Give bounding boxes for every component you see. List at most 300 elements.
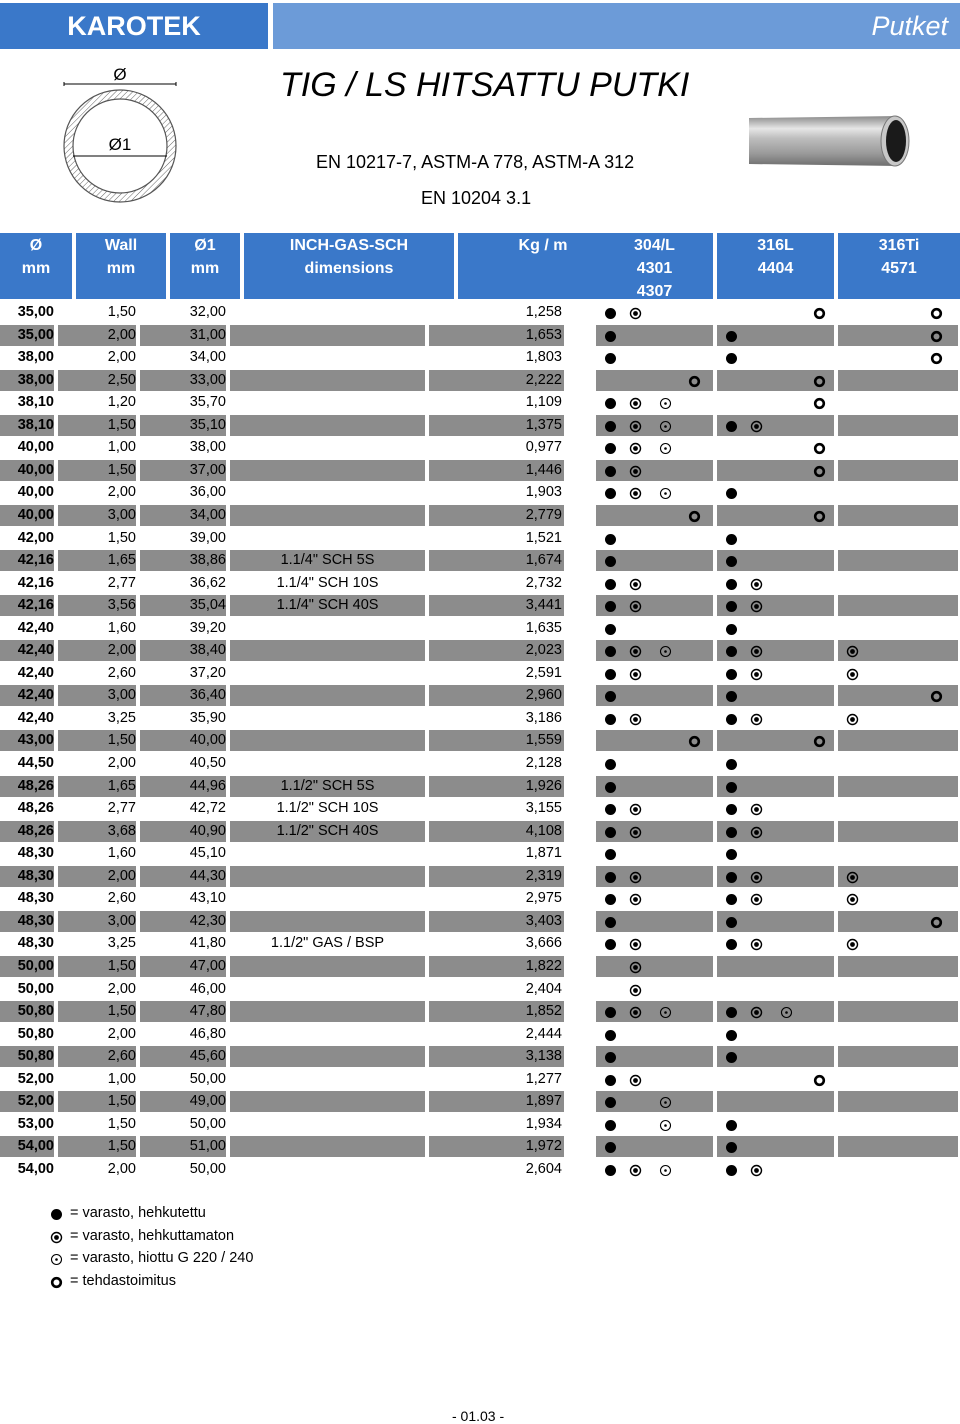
grade-304-cell [596, 956, 713, 977]
unannealed-stock-icon [750, 644, 763, 657]
wall-thickness-cell: 1,50 [58, 1001, 136, 1022]
grade-316l-cell [717, 663, 834, 684]
weight-cell: 1,871 [525, 845, 562, 862]
grade-304-cell [596, 979, 713, 1000]
weight-cell: 3,666 [525, 935, 562, 952]
wall-thickness-cell: 2,00 [107, 980, 136, 997]
col-header-316ti: 316Ti 4571 [838, 233, 960, 299]
factory-delivery-icon [813, 1073, 826, 1086]
annealed-stock-icon [604, 644, 617, 657]
wall-thickness-cell: 2,00 [58, 866, 136, 887]
table-row [0, 1136, 960, 1157]
grade-316ti-cell [838, 933, 958, 954]
wall-thickness-cell: 1,50 [107, 1115, 136, 1132]
unannealed-stock-icon [629, 419, 642, 432]
unannealed-stock-icon [846, 937, 859, 950]
grade-316ti-cell [838, 888, 958, 909]
unannealed-stock-icon [629, 667, 642, 680]
grade-304-cell [596, 347, 713, 368]
annealed-stock-icon [604, 351, 617, 364]
table-row [0, 798, 960, 819]
outer-diameter-cell: 54,00 [0, 1136, 54, 1157]
inch-dimension-cell [230, 1001, 425, 1022]
weight-cell: 2,591 [525, 664, 562, 681]
unannealed-stock-icon [750, 1163, 763, 1176]
outer-diameter-cell: 48,26 [0, 821, 54, 842]
factory-delivery-icon [688, 374, 701, 387]
table-row [0, 843, 960, 864]
weight-cell: 2,222 [429, 370, 564, 391]
weight-cell: 3,403 [429, 911, 564, 932]
annealed-stock-icon [604, 780, 617, 793]
table-row [0, 708, 960, 729]
grade-304-cell [596, 888, 713, 909]
outer-diameter-cell: 48,26 [17, 800, 54, 817]
weight-cell: 2,023 [429, 640, 564, 661]
grade-316l-cell [717, 866, 834, 887]
weight-cell: 1,903 [525, 484, 562, 501]
grade-304-cell [596, 415, 713, 436]
weight-cell: 1,803 [525, 349, 562, 366]
grade-304-cell [596, 663, 713, 684]
col-header-304: 304/L 4301 4307 [596, 233, 713, 299]
weight-cell: 0,977 [525, 439, 562, 456]
weight-cell: 1,972 [429, 1136, 564, 1157]
grade-316ti-cell [838, 347, 958, 368]
table-row [0, 460, 960, 481]
annealed-stock-icon [604, 554, 617, 567]
annealed-stock-icon [604, 937, 617, 950]
grade-316ti-cell [838, 911, 958, 932]
inner-diameter-cell: 39,20 [189, 619, 226, 636]
inch-dimension-cell [230, 640, 425, 661]
grade-304-cell [596, 370, 713, 391]
unannealed-stock-icon [629, 802, 642, 815]
annealed-stock-icon [604, 802, 617, 815]
table-row [0, 776, 960, 797]
annealed-stock-icon [604, 419, 617, 432]
legend-text: = varasto, hehkuttamaton [70, 1227, 235, 1244]
weight-cell: 1,674 [429, 550, 564, 571]
table-row [0, 911, 960, 932]
factory-delivery-icon [813, 374, 826, 387]
grade-304-cell [596, 505, 713, 526]
inner-diameter-cell: 47,00 [140, 956, 226, 977]
wall-thickness-cell: 2,60 [58, 1046, 136, 1067]
weight-cell: 1,934 [525, 1115, 562, 1132]
annealed-stock-icon [725, 780, 738, 793]
inch-dimension-cell [230, 370, 425, 391]
grade-304-cell [596, 482, 713, 503]
outer-diameter-cell: 50,80 [0, 1046, 54, 1067]
annealed-stock-icon [604, 441, 617, 454]
unannealed-stock-icon [629, 441, 642, 454]
inner-diameter-cell: 35,10 [140, 415, 226, 436]
standards-line-2: EN 10204 3.1 [421, 188, 532, 208]
inner-diameter-cell: 45,10 [189, 845, 226, 862]
table-row [0, 1091, 960, 1112]
inch-dimension-cell [230, 1069, 425, 1090]
grade-316ti-cell [838, 550, 958, 571]
inch-dimension-cell [230, 528, 425, 549]
annealed-stock-icon [725, 1140, 738, 1153]
brand-header [0, 3, 268, 49]
annealed-stock-icon [604, 667, 617, 680]
annealed-stock-icon [604, 1073, 617, 1086]
grade-316l-cell [717, 1136, 834, 1157]
wall-thickness-cell: 3,68 [58, 821, 136, 842]
inner-diameter-cell: 32,00 [189, 304, 226, 320]
outer-diameter-cell: 52,00 [17, 1070, 54, 1087]
factory-delivery-icon [930, 351, 943, 364]
table-row [0, 1114, 960, 1135]
grade-316l-cell [717, 482, 834, 503]
grade-316l-cell [717, 1091, 834, 1112]
wall-thickness-cell: 2,60 [107, 890, 136, 907]
unannealed-stock-icon [629, 486, 642, 499]
inch-dimension-cell [230, 482, 425, 503]
annealed-stock-icon [725, 870, 738, 883]
unannealed-stock-icon [629, 599, 642, 612]
weight-cell: 2,319 [429, 866, 564, 887]
inner-diameter-cell: 45,60 [140, 1046, 226, 1067]
grade-304-cell [596, 685, 713, 706]
wall-thickness-cell: 2,00 [107, 1025, 136, 1042]
grade-316ti-cell [838, 821, 958, 842]
weight-cell: 3,441 [429, 595, 564, 616]
weight-cell: 1,926 [429, 776, 564, 797]
grade-316ti-cell [838, 460, 958, 481]
grade-316l-cell [717, 392, 834, 413]
factory-delivery-icon [813, 396, 826, 409]
unannealed-stock-icon [750, 667, 763, 680]
unannealed-stock-icon [846, 870, 859, 883]
grade-316ti-cell [838, 1159, 958, 1180]
outer-diameter-cell: 54,00 [17, 1160, 54, 1177]
annealed-stock-icon [604, 1095, 617, 1108]
table-row [0, 1159, 960, 1180]
grade-316ti-cell [838, 325, 958, 346]
annealed-stock-icon [725, 667, 738, 680]
grade-316l-cell [717, 1024, 834, 1045]
inch-dimension-cell [230, 663, 425, 684]
grade-316ti-cell [838, 730, 958, 751]
grade-316l-cell [717, 933, 834, 954]
inner-diameter-cell: 44,96 [140, 776, 226, 797]
wall-thickness-cell: 2,00 [107, 349, 136, 366]
outer-diameter-cell: 38,00 [0, 370, 54, 391]
annealed-stock-icon [604, 1050, 617, 1063]
wall-thickness-cell: 1,60 [107, 619, 136, 636]
polished-stock-icon [659, 644, 672, 657]
outer-diameter-cell: 38,00 [17, 349, 54, 366]
inner-diameter-cell: 34,00 [189, 349, 226, 366]
annealed-stock-icon [725, 847, 738, 860]
grade-304-cell [596, 821, 713, 842]
grade-316l-cell [717, 798, 834, 819]
table-row [0, 347, 960, 368]
grade-304-cell [596, 302, 713, 323]
table-row [0, 573, 960, 594]
grade-316l-cell [717, 1046, 834, 1067]
outer-diameter-cell: 50,00 [17, 980, 54, 997]
table-row [0, 640, 960, 661]
weight-cell: 1,653 [429, 325, 564, 346]
weight-cell: 4,108 [429, 821, 564, 842]
inch-dimension-cell: 1.1/2" SCH 10S [276, 800, 379, 817]
annealed-stock-icon [604, 599, 617, 612]
inner-diameter-cell: 47,80 [140, 1001, 226, 1022]
table-row [0, 1001, 960, 1022]
inch-dimension-cell [230, 505, 425, 526]
wall-thickness-cell: 1,50 [58, 415, 136, 436]
wall-thickness-cell: 3,25 [107, 709, 136, 726]
unannealed-stock-icon [846, 667, 859, 680]
table-row [0, 505, 960, 526]
inch-dimension-cell [230, 1091, 425, 1112]
outer-diameter-cell: 48,30 [17, 890, 54, 907]
weight-cell: 1,109 [525, 394, 562, 411]
standards-line-1: EN 10217-7, ASTM-A 778, ASTM-A 312 [316, 152, 635, 172]
table-row [0, 482, 960, 503]
inner-diameter-cell: 51,00 [140, 1136, 226, 1157]
grade-316ti-cell [838, 1091, 958, 1112]
annealed-stock-icon [725, 1050, 738, 1063]
grade-304-cell [596, 460, 713, 481]
grade-304-cell [596, 798, 713, 819]
weight-cell: 1,375 [429, 415, 564, 436]
wall-thickness-cell: 1,50 [58, 1091, 136, 1112]
outer-diameter-cell: 38,10 [0, 415, 54, 436]
grade-316ti-cell [838, 1001, 958, 1022]
grade-304-cell [596, 843, 713, 864]
weight-cell: 2,604 [525, 1160, 562, 1177]
table-row [0, 685, 960, 706]
factory-delivery-icon [813, 464, 826, 477]
grade-316l-cell [717, 753, 834, 774]
annealed-stock-icon [725, 622, 738, 635]
unannealed-stock-icon [629, 960, 642, 973]
polished-stock-icon [659, 486, 672, 499]
outer-diameter-cell: 52,00 [0, 1091, 54, 1112]
annealed-stock-icon [725, 802, 738, 815]
polished-stock-icon [780, 1005, 793, 1018]
annealed-stock-icon [725, 689, 738, 702]
grade-304-cell [596, 1024, 713, 1045]
unannealed-stock-icon [629, 396, 642, 409]
inch-dimension-cell [230, 1024, 425, 1045]
grade-304-cell [596, 528, 713, 549]
col-header-inch: INCH-GAS-SCH dimensions [244, 233, 454, 299]
unannealed-stock-icon [750, 825, 763, 838]
inner-diameter-cell: 46,80 [189, 1025, 226, 1042]
outer-diameter-cell: 42,00 [17, 529, 54, 546]
grade-316ti-cell [838, 437, 958, 458]
grade-304-cell [596, 392, 713, 413]
inch-dimension-cell [230, 685, 425, 706]
table-row [0, 302, 960, 323]
annealed-stock-icon [725, 712, 738, 725]
inner-diameter-cell: 40,00 [140, 730, 226, 751]
grade-316l-cell [717, 640, 834, 661]
annealed-stock-icon [604, 689, 617, 702]
weight-cell: 2,732 [525, 574, 562, 591]
weight-cell: 2,128 [525, 755, 562, 771]
annealed-stock-icon [604, 915, 617, 928]
grade-316ti-cell [838, 663, 958, 684]
table-row [0, 618, 960, 639]
annealed-stock-icon [604, 847, 617, 860]
inch-dimension-cell [230, 347, 425, 368]
grade-316ti-cell [838, 708, 958, 729]
unannealed-stock-icon [750, 870, 763, 883]
inch-dimension-cell: 1.1/2" GAS / BSP [270, 935, 385, 952]
annealed-stock-icon [725, 644, 738, 657]
wall-thickness-cell: 1,20 [107, 394, 136, 411]
table-row [0, 595, 960, 616]
unannealed-stock-icon [629, 937, 642, 950]
grade-316l-cell [717, 708, 834, 729]
inner-diameter-cell: 44,30 [140, 866, 226, 887]
grade-316ti-cell [838, 979, 958, 1000]
weight-cell: 1,897 [429, 1091, 564, 1112]
polished-stock-icon [659, 1095, 672, 1108]
outer-diameter-cell: 50,80 [0, 1001, 54, 1022]
outer-diameter-cell: 42,16 [0, 595, 54, 616]
annealed-stock-icon [725, 599, 738, 612]
grade-316ti-cell [838, 618, 958, 639]
polished-stock-icon [659, 441, 672, 454]
inch-dimension-cell [230, 392, 425, 413]
annealed-stock-icon [604, 892, 617, 905]
table-row [0, 437, 960, 458]
annealed-stock-icon [725, 486, 738, 499]
unannealed-stock-icon [750, 937, 763, 950]
inner-diameter-cell: 50,00 [189, 1115, 226, 1132]
factory-delivery-icon [930, 915, 943, 928]
annealed-stock-icon [725, 915, 738, 928]
grade-304-cell [596, 933, 713, 954]
inner-diameter-cell: 35,90 [189, 709, 226, 726]
weight-cell: 1,635 [525, 619, 562, 636]
outer-diameter-cell: 42,40 [17, 664, 54, 681]
page-title: TIG / LS HITSATTU PUTKI [280, 66, 690, 104]
inch-dimension-cell [230, 753, 425, 774]
outer-diameter-cell: 42,40 [17, 619, 54, 636]
inner-diameter-cell: 42,72 [189, 800, 226, 817]
grade-316l-cell [717, 618, 834, 639]
grade-304-cell [596, 640, 713, 661]
annealed-stock-icon [604, 1140, 617, 1153]
annealed-stock-icon [725, 554, 738, 567]
grade-316l-cell [717, 573, 834, 594]
inner-diameter-cell: 31,00 [140, 325, 226, 346]
grade-316l-cell [717, 888, 834, 909]
grade-304-cell [596, 1091, 713, 1112]
grade-316ti-cell [838, 392, 958, 413]
annealed-stock-icon [725, 1118, 738, 1131]
inner-diameter-cell: 41,80 [189, 935, 226, 952]
annealed-stock-icon [604, 1028, 617, 1041]
inner-diameter-cell: 35,70 [189, 394, 226, 411]
grade-316l-cell [717, 821, 834, 842]
grade-316ti-cell [838, 1024, 958, 1045]
inner-diameter-cell: 35,04 [140, 595, 226, 616]
annealed-stock-icon [50, 1208, 63, 1221]
table-row [0, 325, 960, 346]
grade-316ti-cell [838, 573, 958, 594]
grade-304-cell [596, 1001, 713, 1022]
outer-diameter-cell: 50,80 [17, 1025, 54, 1042]
table-row [0, 392, 960, 413]
unannealed-stock-icon [629, 1073, 642, 1086]
wall-thickness-cell: 1,00 [107, 1070, 136, 1087]
outer-diameter-cell: 48,30 [17, 845, 54, 862]
outer-diameter-cell: 44,50 [17, 755, 54, 771]
inch-dimension-cell [230, 437, 425, 458]
grade-304-cell [596, 618, 713, 639]
grade-316l-cell [717, 1159, 834, 1180]
grade-316l-cell [717, 325, 834, 346]
annealed-stock-icon [604, 464, 617, 477]
weight-cell: 3,138 [429, 1046, 564, 1067]
grade-304-cell [596, 1136, 713, 1157]
inner-diameter-cell: 36,40 [140, 685, 226, 706]
inner-diameter-cell: 49,00 [140, 1091, 226, 1112]
inch-dimension-cell [230, 618, 425, 639]
weight-cell: 2,404 [525, 980, 562, 997]
annealed-stock-icon [604, 712, 617, 725]
grade-304-cell [596, 730, 713, 751]
wall-thickness-cell: 2,00 [107, 755, 136, 771]
grade-316l-cell [717, 956, 834, 977]
unannealed-stock-icon [750, 1005, 763, 1018]
annealed-stock-icon [604, 825, 617, 838]
factory-delivery-icon [930, 306, 943, 319]
unannealed-stock-icon [846, 712, 859, 725]
outer-diameter-cell: 42,16 [17, 574, 54, 591]
grade-316ti-cell [838, 1136, 958, 1157]
grade-304-cell [596, 325, 713, 346]
annealed-stock-icon [604, 870, 617, 883]
grade-304-cell [596, 550, 713, 571]
table-row [0, 1024, 960, 1045]
grade-316l-cell [717, 302, 834, 323]
table-row [0, 753, 960, 774]
inner-diameter-cell: 34,00 [140, 505, 226, 526]
unannealed-stock-icon [629, 870, 642, 883]
grade-316l-cell [717, 911, 834, 932]
unannealed-stock-icon [629, 464, 642, 477]
factory-delivery-icon [50, 1276, 63, 1289]
grade-304-cell [596, 573, 713, 594]
wall-thickness-cell: 1,50 [58, 460, 136, 481]
factory-delivery-icon [813, 509, 826, 522]
grade-316ti-cell [838, 798, 958, 819]
grade-304-cell [596, 1046, 713, 1067]
polished-stock-icon [659, 1005, 672, 1018]
inch-dimension-cell [230, 956, 425, 977]
grade-316ti-cell [838, 1046, 958, 1067]
table-row [0, 663, 960, 684]
inch-dimension-cell [230, 979, 425, 1000]
annealed-stock-icon [725, 419, 738, 432]
inch-dimension-cell [230, 730, 425, 751]
inch-dimension-cell [230, 415, 425, 436]
inch-dimension-cell [230, 1046, 425, 1067]
grade-316ti-cell [838, 1114, 958, 1135]
wall-thickness-cell: 2,00 [58, 640, 136, 661]
